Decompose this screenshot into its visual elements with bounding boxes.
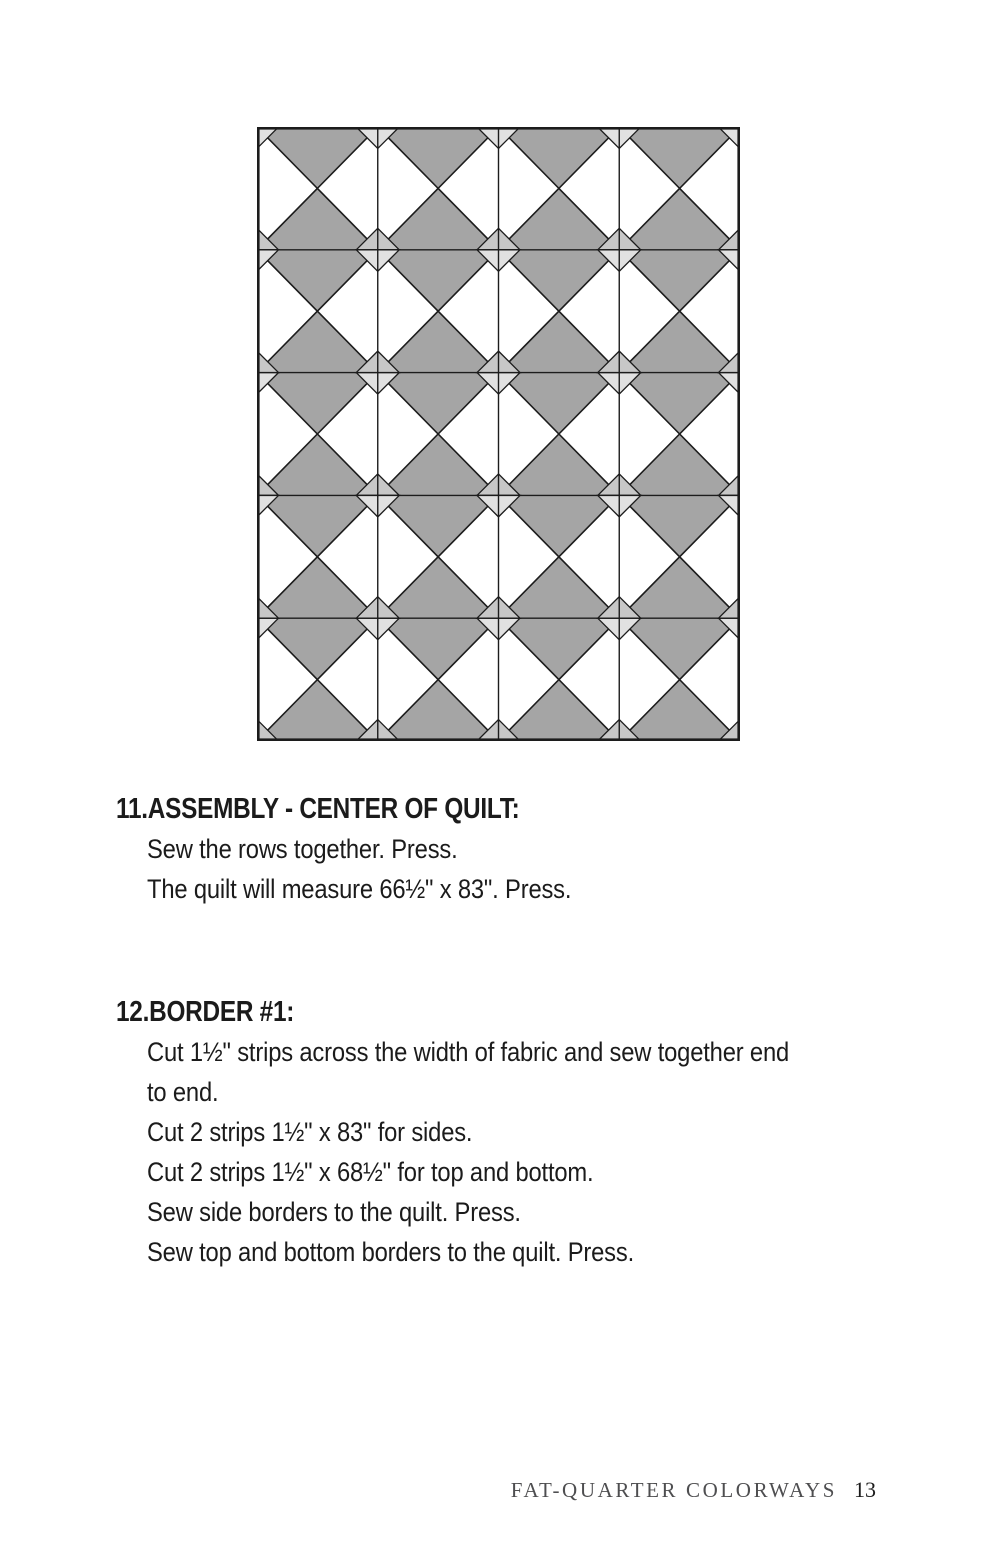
section-border [116,992,877,1272]
instruction-line: Sew top and bottom borders to the quilt. Press. [147,1237,635,1267]
section-number: 12. [116,996,150,1028]
instruction-line: Sew side borders to the quilt. Press. [147,1197,521,1227]
section-number: 11. [116,793,148,825]
section-assembly [116,789,629,909]
footer [511,1477,876,1503]
quilt-diagram-svg [257,127,740,741]
instruction-line: The quilt will measure 66½" x 83". Press. [147,874,572,904]
instruction-line: Cut 1½" strips across the width of fabric and sew together end [147,1037,790,1067]
instruction-line: to end. [147,1077,219,1107]
instruction-line: Sew the rows together. Press. [147,834,458,864]
quilt-assembly-diagram [257,127,740,741]
page-number: 13 [854,1477,876,1502]
instruction-line: Cut 2 strips 1½" x 68½" for top and bottom. [147,1157,594,1187]
section-heading [116,789,547,829]
section-heading [116,992,755,1032]
instruction-line: Cut 2 strips 1½" x 83" for sides. [147,1117,473,1147]
section-title: ASSEMBLY - CENTER OF QUILT: [147,793,520,825]
section-title: BORDER #1: [149,996,295,1028]
book-title: FAT-QUARTER COLORWAYS [510,1478,837,1502]
